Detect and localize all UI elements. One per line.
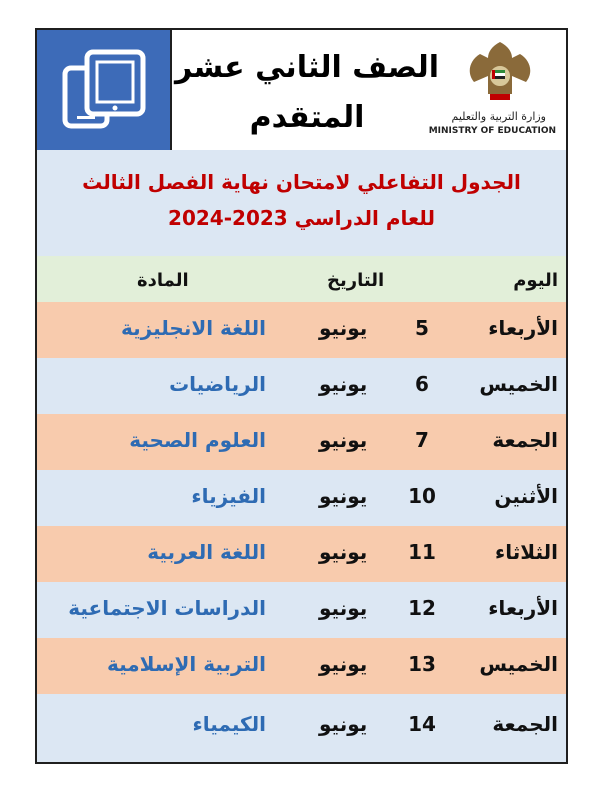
tablet-icon [37,30,170,150]
table-row [37,414,566,470]
subject-cell: الدراسات الاجتماعية [68,596,266,620]
table-header-row [37,256,566,302]
emblem-icon [440,36,560,106]
tablet-icon-box [37,30,172,150]
day-cell: الخميس [479,372,558,396]
column-header-day: اليوم [513,270,558,291]
table-row [37,582,566,638]
schedule-frame [35,28,568,764]
date-month-cell: يونيو [319,712,368,736]
day-cell: الأربعاء [488,316,558,340]
date-number-cell: 10 [408,484,436,508]
title-line-1: الجدول التفاعلي لامتحان نهاية الفصل الثالث [82,170,521,194]
subject-cell: اللغة الانجليزية [121,316,266,340]
ministry-name-ar: وزارة التربية والتعليم [451,110,546,123]
grade-line-2: المتقدم [249,100,365,135]
day-cell: الجمعة [492,712,558,736]
subject-cell: العلوم الصحية [129,428,266,452]
grade-title [172,30,442,150]
date-month-cell: يونيو [319,372,368,396]
subject-cell: اللغة العربية [147,540,266,564]
header [37,30,566,152]
date-number-cell: 5 [415,316,429,340]
column-header-date: التاريخ [327,270,385,291]
date-month-cell: يونيو [319,596,368,620]
subject-cell: الفيزياء [191,484,266,508]
date-month-cell: يونيو [319,484,368,508]
date-number-cell: 14 [408,712,436,736]
table-row [37,526,566,582]
ministry-logo [428,36,560,144]
date-number-cell: 7 [415,428,429,452]
table-row [37,638,566,694]
day-cell: الثلاثاء [495,540,558,564]
table-row [37,694,566,762]
table-row [37,358,566,414]
column-header-subject: المادة [137,270,189,291]
day-cell: الأثنين [494,484,558,508]
date-number-cell: 6 [415,372,429,396]
subject-cell: الكيمياء [192,712,266,736]
date-month-cell: يونيو [319,316,368,340]
table-row [37,302,566,358]
day-cell: الخميس [479,652,558,676]
grade-line-1: الصف الثاني عشر [174,50,440,85]
day-cell: الجمعة [492,428,558,452]
date-number-cell: 13 [408,652,436,676]
date-month-cell: يونيو [319,540,368,564]
ministry-name-en: MINISTRY OF EDUCATION [428,126,556,136]
table-row [37,470,566,526]
subject-cell: الرياضيات [169,372,266,396]
date-number-cell: 11 [408,540,436,564]
date-month-cell: يونيو [319,428,368,452]
subject-cell: التربية الإسلامية [106,652,266,676]
schedule-title [37,150,566,258]
date-month-cell: يونيو [319,652,368,676]
day-cell: الأربعاء [488,596,558,620]
date-number-cell: 12 [408,596,436,620]
title-line-2: للعام الدراسي 2023-2024 [168,206,435,230]
